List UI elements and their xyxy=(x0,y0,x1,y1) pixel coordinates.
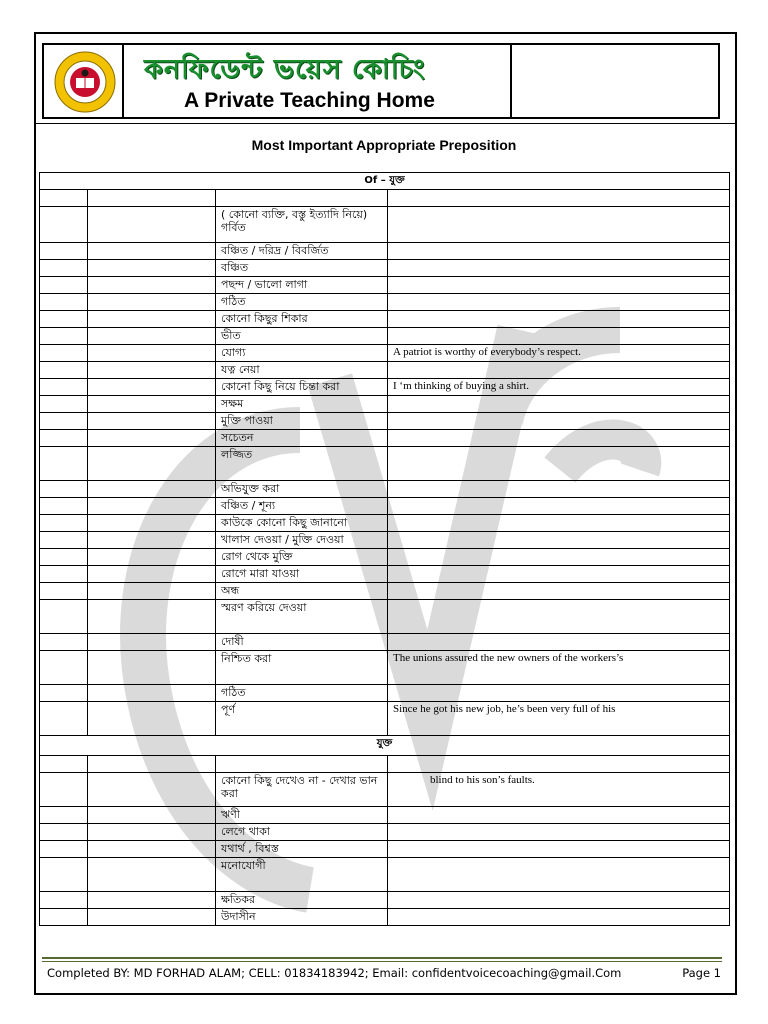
example-cell xyxy=(388,515,730,532)
example-cell: A patriot is worthy of everybody’s respect. xyxy=(388,345,730,362)
table-row xyxy=(40,600,730,634)
meaning-cell xyxy=(216,756,388,773)
preposition-cell xyxy=(88,824,216,841)
example-cell xyxy=(388,190,730,207)
serial-cell xyxy=(40,756,88,773)
document-title: Most Important Appropriate Preposition xyxy=(251,137,517,153)
table-row xyxy=(40,909,730,926)
meaning-cell: যত্ন নেয়া xyxy=(216,362,388,379)
preposition-cell xyxy=(88,311,216,328)
meaning-cell: যথার্থ , বিশ্বস্ত xyxy=(216,841,388,858)
table-row xyxy=(40,328,730,345)
example-cell xyxy=(388,362,730,379)
example-cell xyxy=(388,756,730,773)
example-cell xyxy=(388,858,730,892)
table-row xyxy=(40,532,730,549)
meaning-cell: উদাসীন xyxy=(216,909,388,926)
table-row xyxy=(40,481,730,498)
meaning-cell: গঠিত xyxy=(216,294,388,311)
example-cell xyxy=(388,824,730,841)
table-row xyxy=(40,773,730,807)
example-cell xyxy=(388,396,730,413)
serial-cell xyxy=(40,807,88,824)
preposition-cell xyxy=(88,583,216,600)
serial-cell xyxy=(40,481,88,498)
serial-cell xyxy=(40,379,88,396)
serial-cell xyxy=(40,311,88,328)
serial-cell xyxy=(40,600,88,634)
preposition-cell xyxy=(88,549,216,566)
meaning-cell: ঋণী xyxy=(216,807,388,824)
preposition-cell xyxy=(88,243,216,260)
meaning-cell: পছন্দ / ভালো লাগা xyxy=(216,277,388,294)
table-row xyxy=(40,243,730,260)
meaning-cell: মুক্তি পাওয়া xyxy=(216,413,388,430)
serial-cell xyxy=(40,824,88,841)
serial-cell xyxy=(40,583,88,600)
table-row xyxy=(40,841,730,858)
preposition-cell xyxy=(88,260,216,277)
header-divider-right xyxy=(510,45,512,117)
meaning-cell: গঠিত xyxy=(216,685,388,702)
table-row xyxy=(40,396,730,413)
example-cell: The unions assured the new owners of the workers’s xyxy=(388,651,730,685)
preposition-cell xyxy=(88,396,216,413)
header-box xyxy=(42,43,720,119)
serial-cell xyxy=(40,294,88,311)
serial-cell xyxy=(40,566,88,583)
meaning-cell: অন্ধ xyxy=(216,583,388,600)
serial-cell xyxy=(40,277,88,294)
table-row xyxy=(40,583,730,600)
meaning-cell: অভিযুক্ত করা xyxy=(216,481,388,498)
section-heading-row xyxy=(40,736,730,756)
preposition-cell xyxy=(88,858,216,892)
meaning-cell: লজ্জিত xyxy=(216,447,388,481)
coaching-logo xyxy=(54,51,116,113)
meaning-cell: সক্ষম xyxy=(216,396,388,413)
table-row xyxy=(40,807,730,824)
meaning-cell: রোগ থেকে মুক্তি xyxy=(216,549,388,566)
table-row xyxy=(40,634,730,651)
section-heading: যুক্ত xyxy=(40,736,730,756)
table-row xyxy=(40,413,730,430)
footer-credits: Completed BY: MD FORHAD ALAM; CELL: 01834183942; Email: confidentvoicecoaching@gmail.Com xyxy=(47,966,622,980)
footer-rule xyxy=(42,957,722,959)
example-cell xyxy=(388,807,730,824)
serial-cell xyxy=(40,207,88,243)
meaning-cell: কাউকে কোনো কিছু জানানো xyxy=(216,515,388,532)
example-cell xyxy=(388,243,730,260)
preposition-cell xyxy=(88,841,216,858)
example-cell xyxy=(388,909,730,926)
table-row xyxy=(40,892,730,909)
meaning-cell: কোনো কিছুর শিকার xyxy=(216,311,388,328)
meaning-cell: স্মরণ করিয়ে দেওয়া xyxy=(216,600,388,634)
serial-cell xyxy=(40,190,88,207)
preposition-cell xyxy=(88,430,216,447)
meaning-cell: কোনো কিছু দেখেও না - দেখার ভান করা xyxy=(216,773,388,807)
table-row xyxy=(40,190,730,207)
meaning-cell: ক্ষতিকর xyxy=(216,892,388,909)
example-cell xyxy=(388,634,730,651)
example-cell xyxy=(388,481,730,498)
example-cell xyxy=(388,583,730,600)
example-cell: Since he got his new job, he’s been very full of his xyxy=(388,702,730,736)
preposition-cell xyxy=(88,481,216,498)
preposition-cell xyxy=(88,807,216,824)
serial-cell xyxy=(40,345,88,362)
meaning-cell: মনোযোগী xyxy=(216,858,388,892)
serial-cell xyxy=(40,858,88,892)
example-cell xyxy=(388,447,730,481)
table-row xyxy=(40,447,730,481)
serial-cell xyxy=(40,413,88,430)
table-row xyxy=(40,756,730,773)
preposition-cell xyxy=(88,294,216,311)
page-number: Page 1 xyxy=(682,966,721,980)
meaning-cell xyxy=(216,190,388,207)
serial-cell xyxy=(40,447,88,481)
example-cell xyxy=(388,311,730,328)
preposition-cell xyxy=(88,447,216,481)
preposition-cell xyxy=(88,532,216,549)
serial-cell xyxy=(40,651,88,685)
preposition-cell xyxy=(88,362,216,379)
serial-cell xyxy=(40,362,88,379)
preposition-cell xyxy=(88,515,216,532)
preposition-cell xyxy=(88,379,216,396)
table-row xyxy=(40,824,730,841)
example-cell xyxy=(388,413,730,430)
meaning-cell: কোনো কিছু নিয়ে চিন্তা করা xyxy=(216,379,388,396)
preposition-table xyxy=(39,172,730,926)
table-row xyxy=(40,379,730,396)
preposition-cell xyxy=(88,702,216,736)
meaning-cell: বঞ্চিত xyxy=(216,260,388,277)
footer-rule-thin xyxy=(42,961,722,962)
serial-cell xyxy=(40,515,88,532)
serial-cell xyxy=(40,841,88,858)
preposition-cell xyxy=(88,277,216,294)
english-subtitle: A Private Teaching Home xyxy=(184,89,435,112)
serial-cell xyxy=(40,243,88,260)
example-cell xyxy=(388,260,730,277)
serial-cell xyxy=(40,685,88,702)
preposition-cell xyxy=(88,207,216,243)
example-cell: blind to his son’s faults. xyxy=(388,773,730,807)
example-cell xyxy=(388,841,730,858)
table-row xyxy=(40,277,730,294)
section-heading-row xyxy=(40,173,730,190)
serial-cell xyxy=(40,702,88,736)
meaning-cell: ভীত xyxy=(216,328,388,345)
serial-cell xyxy=(40,909,88,926)
preposition-cell xyxy=(88,566,216,583)
meaning-cell: দোষী xyxy=(216,634,388,651)
preposition-cell xyxy=(88,328,216,345)
preposition-cell xyxy=(88,413,216,430)
example-cell xyxy=(388,892,730,909)
table-row xyxy=(40,515,730,532)
table-row xyxy=(40,260,730,277)
example-cell xyxy=(388,328,730,345)
table-row xyxy=(40,345,730,362)
preposition-cell xyxy=(88,773,216,807)
meaning-cell: বঞ্চিত / দরিদ্র / বিবর্জিত xyxy=(216,243,388,260)
example-cell xyxy=(388,549,730,566)
example-cell xyxy=(388,294,730,311)
meaning-cell: পূর্ণ xyxy=(216,702,388,736)
meaning-cell: নিশ্চিত করা xyxy=(216,651,388,685)
header-divider-left xyxy=(122,45,124,117)
preposition-cell xyxy=(88,651,216,685)
table-row xyxy=(40,549,730,566)
serial-cell xyxy=(40,328,88,345)
meaning-cell: বঞ্চিত / শূন্য xyxy=(216,498,388,515)
preposition-cell xyxy=(88,345,216,362)
serial-cell xyxy=(40,773,88,807)
example-cell xyxy=(388,600,730,634)
table-row xyxy=(40,294,730,311)
preposition-cell xyxy=(88,892,216,909)
example-cell xyxy=(388,207,730,243)
preposition-cell xyxy=(88,190,216,207)
preposition-cell xyxy=(88,685,216,702)
table-row xyxy=(40,651,730,685)
example-cell xyxy=(388,685,730,702)
serial-cell xyxy=(40,430,88,447)
header-bottom-rule xyxy=(36,123,735,124)
preposition-cell xyxy=(88,498,216,515)
example-cell: I ‘m thinking of buying a shirt. xyxy=(388,379,730,396)
bengali-title: কনফিডেন্ট ভয়েস কোচিং xyxy=(144,54,426,85)
table-row xyxy=(40,685,730,702)
example-cell xyxy=(388,430,730,447)
meaning-cell: রোগে মারা যাওয়া xyxy=(216,566,388,583)
example-cell xyxy=(388,566,730,583)
table-row xyxy=(40,362,730,379)
preposition-cell xyxy=(88,756,216,773)
example-cell xyxy=(388,277,730,294)
meaning-cell: যোগ্য xyxy=(216,345,388,362)
preposition-cell xyxy=(88,600,216,634)
serial-cell xyxy=(40,498,88,515)
meaning-cell: খালাস দেওয়া / মুক্তি দেওয়া xyxy=(216,532,388,549)
table-row xyxy=(40,566,730,583)
example-cell xyxy=(388,498,730,515)
serial-cell xyxy=(40,549,88,566)
table-row xyxy=(40,498,730,515)
preposition-cell xyxy=(88,634,216,651)
meaning-cell: সচেতন xyxy=(216,430,388,447)
table-row xyxy=(40,430,730,447)
serial-cell xyxy=(40,634,88,651)
preposition-cell xyxy=(88,909,216,926)
serial-cell xyxy=(40,532,88,549)
meaning-cell: ( কোনো ব্যক্তি, বস্তু ইত্যাদি নিয়ে) গর্বিত xyxy=(216,207,388,243)
serial-cell xyxy=(40,396,88,413)
table-row xyxy=(40,858,730,892)
section-heading: Of – যুক্ত xyxy=(40,173,730,190)
meaning-cell: লেগে থাকা xyxy=(216,824,388,841)
serial-cell xyxy=(40,892,88,909)
example-cell xyxy=(388,532,730,549)
table-row xyxy=(40,311,730,328)
serial-cell xyxy=(40,260,88,277)
table-row xyxy=(40,702,730,736)
table-row xyxy=(40,207,730,243)
